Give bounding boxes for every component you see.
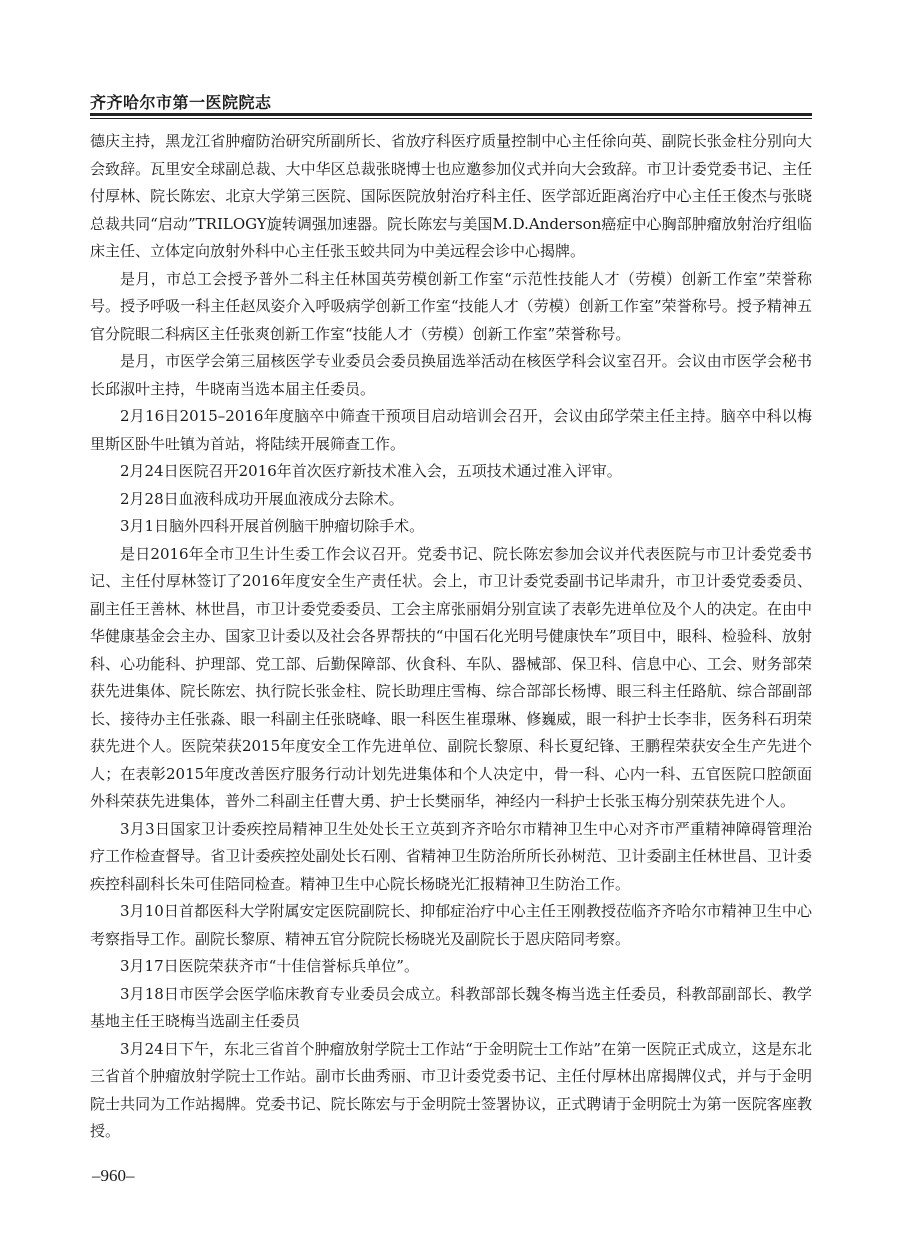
paragraph: 3月1日脑外四科开展首例脑干肿瘤切除手术。 [120,517,425,535]
paragraph: 是日2016年全市卫生计生委工作会议召开。党委书记、院长陈宏参加会议并代表医院与市卫计委党委书记、主任付厚林签订了2016年度安全生产责任状。会上，市卫计委党委副书记毕肃升，市卫计委党委委员、副主任王善林、林世昌，市卫计委党委委员、工会主席张丽娟分别宣读了表彰先进单位及个人的决定。在由中华健康基金会主办、国家卫计委以及社会各界帮扶的“中国石化光明号健康快车”项目中，眼科、检验科、放射科、心功能科、护理部、党工部、后勤保障部、伙食科、车队、器械部、保卫科、信息中心、工会、财务部荣获先进集体、院长陈宏、执行院长张金柱、院长助理庄雪梅、综合部部长杨博、眼三科主任路航、综合部副部长、接待办主任张淼、眼一科副主任张晓峰、眼一科医生崔璟琳、修巍威，眼一科护士长李非，医务科石玥荣获先进个人。医院荣获2015年度安全工作先进单位、副院长黎原、科长夏纪锋、王鹏程荣获安全生产先进个人；在表彰2015年度改善医疗服务行动计划先进集体和个人决定中，骨一科、心内一科、五官医院口腔颌面外科荣获先进集体，普外二科副主任曹大勇、护士长樊丽华，神经内一科护士长张玉梅分别荣获先进个人。 [90,544,812,810]
body-text [90,128,812,1146]
paragraph: 3月3日国家卫计委疾控局精神卫生处处长王立英到齐齐哈尔市精神卫生中心对齐市严重精神障碍管理治疗工作检查督导。省卫计委疾控处副处长石刚、省精神卫生防治所所长孙树范、卫计委副主任林世昌、卫计委疾控科副科长朱可佳陪同检查。精神卫生中心院长杨晓光汇报精神卫生防治工作。 [90,819,812,893]
paragraph: 3月17日医院荣获齐市“十佳信誉标兵单位”。 [120,957,419,975]
paragraph: 3月18日市医学会医学临床教育专业委员会成立。科教部部长魏冬梅当选主任委员，科教部副部长、教学基地主任王晓梅当选副主任委员 [90,984,812,1030]
paragraph: 是月，市总工会授予普外二科主任林国英劳模创新工作室“示范性技能人才（劳模）创新工作室”荣誉称号。授予呼吸一科主任赵凤姿介入呼吸病学创新工作室“技能人才（劳模）创新工作室”荣誉称号。授予精神五官分院眼二科病区主任张爽创新工作室“技能人才（劳模）创新工作室”荣誉称号。 [90,269,812,343]
header-rule-thick [90,113,812,116]
paragraph: 3月24日下午，东北三省首个肿瘤放射学院士工作站“于金明院士工作站”在第一医院正式成立，这是东北三省首个肿瘤放射学院士工作站。副市长曲秀丽、市卫计委党委书记、主任付厚林出席揭牌仪式，并与于金明院士共同为工作站揭牌。党委书记、院长陈宏与于金明院士签署协议，正式聘请于金明院士为第一医院客座教授。 [90,1039,812,1140]
page-number: –960– [92,1166,135,1185]
paragraph: 德庆主持，黑龙江省肿瘤防治研究所副所长、省放疗科医疗质量控制中心主任徐向英、副院长张金柱分别向大会致辞。瓦里安全球副总裁、大中华区总裁张晓博士也应邀参加仪式并向大会致辞。市卫计委党委书记、主任付厚林、院长陈宏、北京大学第三医院、国际医院放射治疗科主任、医学部近距离治疗中心主任王俊杰与张晓总裁共同“启动”TRILOGY旋转调强加速器。院长陈宏与美国M.D.Anderson癌症中心胸部肿瘤放射治疗组临床主任、立体定向放射外科中心主任张玉蛟共同为中美远程会诊中心揭牌。 [90,132,812,260]
paragraph: 3月10日首都医科大学附属安定医院副院长、抑郁症治疗中心主任王刚教授莅临齐齐哈尔市精神卫生中心考察指导工作。副院长黎原、精神五官分院院长杨晓光及副院长于恩庆陪同考察。 [90,902,812,948]
paragraph: 2月24日医院召开2016年首次医疗新技术准入会，五项技术通过准入评审。 [120,462,622,480]
header-rule-thin [90,118,812,119]
paragraph: 2月16日2015–2016年度脑卒中筛查干预项目启动培训会召开，会议由邱学荣主任主持。脑卒中科以梅里斯区卧牛吐镇为首站，将陆续开展筛查工作。 [90,407,812,453]
paragraph: 2月28日血液科成功开展血液成分去除术。 [120,489,404,508]
paragraph: 是月，市医学会第三届核医学专业委员会委员换届选举活动在核医学科会议室召开。会议由市医学会秘书长邱淑叶主持，牛晓南当选本届主任委员。 [90,352,812,398]
running-header-title: 齐齐哈尔市第一医院院志 [90,93,272,112]
